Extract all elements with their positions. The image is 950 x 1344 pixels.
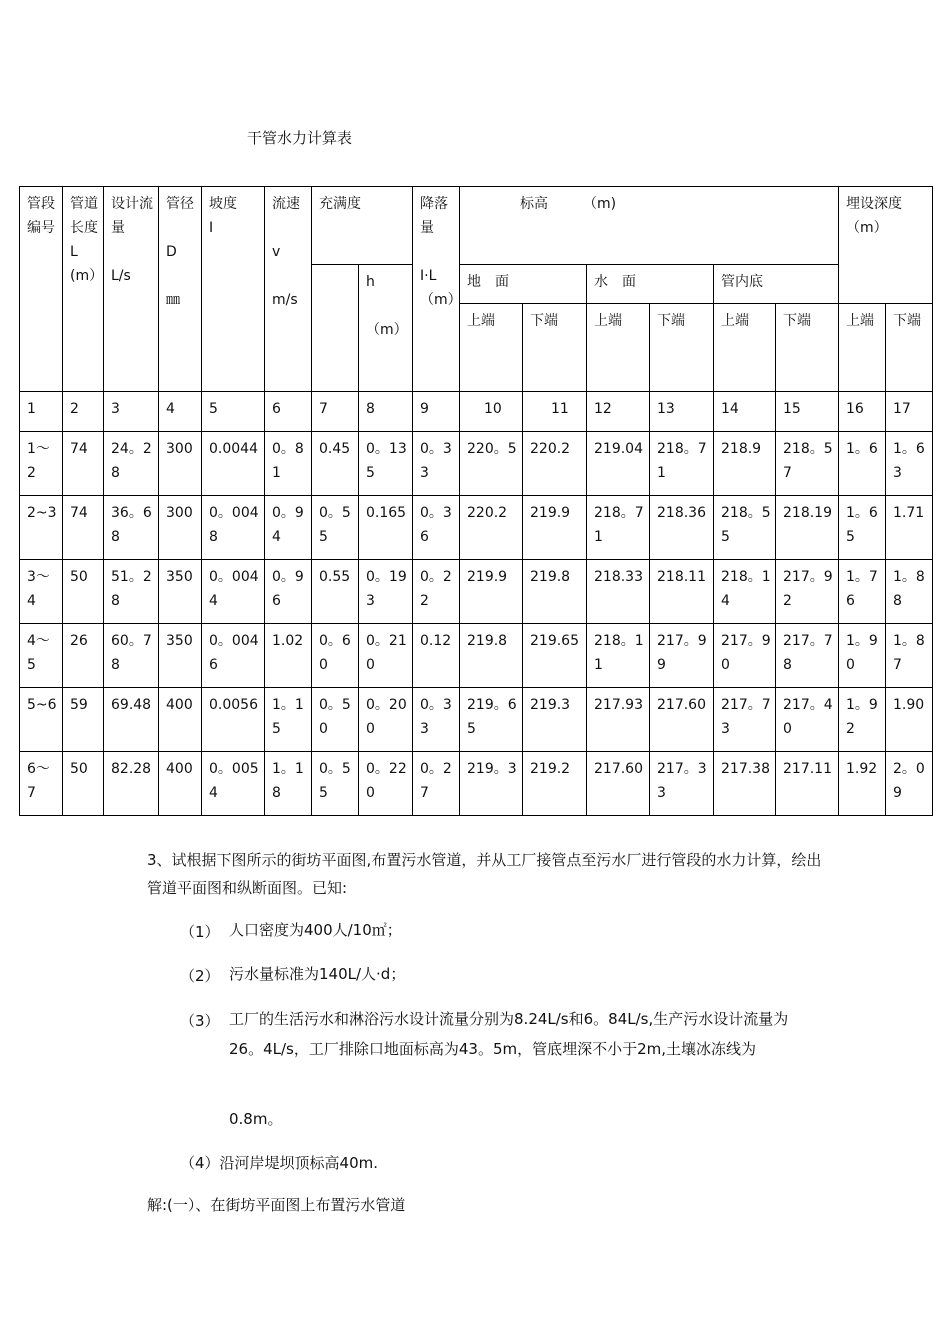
table-cell: 1。63 <box>886 432 933 496</box>
table-cell: 217。73 <box>714 688 776 752</box>
table-cell: 0。0054 <box>202 752 265 816</box>
table-cell: 218。55 <box>714 496 776 560</box>
table-cell: 217。40 <box>776 688 839 752</box>
index-cell: 5 <box>202 392 265 432</box>
table-cell: 74 <box>63 496 104 560</box>
table-cell: 219.65 <box>523 624 587 688</box>
table-cell: 51。28 <box>104 560 159 624</box>
table-cell: 220.2 <box>460 496 523 560</box>
table-cell: 350 <box>159 560 202 624</box>
table-cell: 218。71 <box>587 496 650 560</box>
index-cell: 16 <box>839 392 886 432</box>
table-cell: 218.19 <box>776 496 839 560</box>
table-row <box>20 496 933 560</box>
table-cell: 4～5 <box>20 624 63 688</box>
table-cell: 219。3 <box>460 752 523 816</box>
table-cell: 60。78 <box>104 624 159 688</box>
header-invert: 管内底 <box>714 265 839 304</box>
table-cell: 1。6 <box>839 432 886 496</box>
table-cell: 218.11 <box>650 560 714 624</box>
table-cell: 2。09 <box>886 752 933 816</box>
problem-intro: 3、试根据下图所示的街坊平面图,布置污水管道，并从工厂接管点至污水厂进行管段的水力计算，绘出管道平面图和纵断面图。已知: <box>147 851 822 897</box>
table-cell: 1。18 <box>265 752 312 816</box>
header-diameter: 管径 D ㎜ <box>159 187 202 392</box>
header-fullness-ratio <box>312 265 359 392</box>
index-cell: 4 <box>159 392 202 432</box>
table-cell: 5~6 <box>20 688 63 752</box>
header-elevation: 标高 （m) <box>460 187 839 265</box>
header-invert-up: 上端 <box>714 304 776 392</box>
table-cell: 0.0044 <box>202 432 265 496</box>
header-length: 管道长度L(m） <box>63 187 104 392</box>
table-row <box>20 432 933 496</box>
table-cell: 217。33 <box>650 752 714 816</box>
table-cell: 300 <box>159 496 202 560</box>
header-drop: 降落量 I·L （m） <box>413 187 460 392</box>
table-cell: 219.8 <box>460 624 523 688</box>
table-cell: 1。65 <box>839 496 886 560</box>
table-cell: 1。88 <box>886 560 933 624</box>
table-cell: 0。0044 <box>202 560 265 624</box>
table-cell: 0。22 <box>413 560 460 624</box>
table-cell: 0。33 <box>413 688 460 752</box>
table-cell: 6～7 <box>20 752 63 816</box>
table-cell: 0。193 <box>359 560 413 624</box>
table-cell: 0。36 <box>413 496 460 560</box>
table-cell: 217。99 <box>650 624 714 688</box>
table-cell: 0。0046 <box>202 624 265 688</box>
table-cell: 219。65 <box>460 688 523 752</box>
table-cell: 217。90 <box>714 624 776 688</box>
index-cell: 3 <box>104 392 159 432</box>
table-cell: 36。68 <box>104 496 159 560</box>
table-cell: 400 <box>159 688 202 752</box>
header-ground-down: 下端 <box>523 304 587 392</box>
table-cell: 217。92 <box>776 560 839 624</box>
index-cell: 1 <box>20 392 63 432</box>
header-segment-id: 管段编号 <box>20 187 63 392</box>
item-text: 0.8m。 <box>229 1110 283 1128</box>
hydraulic-calc-table <box>19 186 933 816</box>
table-cell: 0。50 <box>312 688 359 752</box>
index-cell: 15 <box>776 392 839 432</box>
table-cell: 69.48 <box>104 688 159 752</box>
item-number: （3） <box>180 1012 220 1030</box>
table-cell: 219.9 <box>523 496 587 560</box>
table-cell: 219.9 <box>460 560 523 624</box>
table-cell: 0。60 <box>312 624 359 688</box>
index-cell: 7 <box>312 392 359 432</box>
table-cell: 1.71 <box>886 496 933 560</box>
index-cell: 10 <box>460 392 523 432</box>
table-cell: 0。135 <box>359 432 413 496</box>
table-cell: 0.165 <box>359 496 413 560</box>
index-cell: 14 <box>714 392 776 432</box>
header-depth: 埋设深度（m） <box>839 187 933 304</box>
table-cell: 1。15 <box>265 688 312 752</box>
table-cell: 218。57 <box>776 432 839 496</box>
item-text: 工厂的生活污水和淋浴污水设计流量分别为8.24L/s和6。84L/s,生产污水设计流量为26。4L/s，工厂排除口地面标高为43。5m，管底埋深不小于2m,土壤冰冻线为 <box>229 1010 789 1058</box>
table-cell: 0。81 <box>265 432 312 496</box>
table-cell: 220.2 <box>523 432 587 496</box>
header-water-down: 下端 <box>650 304 714 392</box>
table-cell: 50 <box>63 752 104 816</box>
header-depth-up: 上端 <box>839 304 886 392</box>
index-row <box>20 392 933 432</box>
table-cell: 350 <box>159 624 202 688</box>
table-cell: 1.90 <box>886 688 933 752</box>
table-cell: 2~3 <box>20 496 63 560</box>
table-cell: 0。0048 <box>202 496 265 560</box>
index-cell: 2 <box>63 392 104 432</box>
table-cell: 3～4 <box>20 560 63 624</box>
table-cell: 0。94 <box>265 496 312 560</box>
header-velocity: 流速 v m/s <box>265 187 312 392</box>
table-cell: 218。11 <box>587 624 650 688</box>
table-cell: 74 <box>63 432 104 496</box>
item-4: （4）沿河岸堤坝顶标高40m. <box>180 1154 379 1172</box>
table-cell: 217.60 <box>587 752 650 816</box>
table-cell: 217.11 <box>776 752 839 816</box>
table-cell: 218.9 <box>714 432 776 496</box>
table-cell: 82.28 <box>104 752 159 816</box>
header-fullness: 充满度 <box>312 187 413 265</box>
index-cell: 11 <box>523 392 587 432</box>
table-cell: 218.33 <box>587 560 650 624</box>
table-cell: 1。87 <box>886 624 933 688</box>
table-cell: 1。92 <box>839 688 886 752</box>
item-text: 人口密度为400人/10㎡； <box>229 921 402 939</box>
table-cell: 59 <box>63 688 104 752</box>
header-water-up: 上端 <box>587 304 650 392</box>
table-cell: 0。96 <box>265 560 312 624</box>
table-cell: 1.02 <box>265 624 312 688</box>
index-cell: 13 <box>650 392 714 432</box>
table-cell: 220。5 <box>460 432 523 496</box>
table-cell: 50 <box>63 560 104 624</box>
table-cell: 0。220 <box>359 752 413 816</box>
index-cell: 17 <box>886 392 933 432</box>
table-cell: 0.55 <box>312 560 359 624</box>
table-cell: 300 <box>159 432 202 496</box>
table-row <box>20 624 933 688</box>
table-cell: 400 <box>159 752 202 816</box>
table-cell: 1～2 <box>20 432 63 496</box>
table-row <box>20 688 933 752</box>
table-cell: 0。27 <box>413 752 460 816</box>
table-cell: 217.93 <box>587 688 650 752</box>
table-cell: 26 <box>63 624 104 688</box>
table-cell: 217.38 <box>714 752 776 816</box>
item-number: （1） <box>180 923 220 941</box>
header-h: h （m） <box>359 265 413 392</box>
index-cell: 6 <box>265 392 312 432</box>
table-cell: 0。55 <box>312 496 359 560</box>
table-cell: 217.60 <box>650 688 714 752</box>
table-row <box>20 752 933 816</box>
table-cell: 219.2 <box>523 752 587 816</box>
header-depth-down: 下端 <box>886 304 933 392</box>
table-cell: 0。55 <box>312 752 359 816</box>
table-cell: 24。28 <box>104 432 159 496</box>
header-invert-down: 下端 <box>776 304 839 392</box>
table-row <box>20 560 933 624</box>
item-text: 污水量标准为140L/人·d； <box>229 965 406 983</box>
table-cell: 0。200 <box>359 688 413 752</box>
table-cell: 0.0056 <box>202 688 265 752</box>
header-slope: 坡度 I <box>202 187 265 392</box>
table-cell: 1.92 <box>839 752 886 816</box>
table-cell: 0.12 <box>413 624 460 688</box>
header-ground: 地 面 <box>460 265 587 304</box>
item-number: （2） <box>180 967 220 985</box>
table-cell: 0.45 <box>312 432 359 496</box>
table-title: 干管水力计算表 <box>247 129 353 147</box>
table-cell: 218。14 <box>714 560 776 624</box>
table-cell: 1。76 <box>839 560 886 624</box>
table-cell: 219.04 <box>587 432 650 496</box>
table-cell: 1。90 <box>839 624 886 688</box>
table-cell: 218.36 <box>650 496 714 560</box>
header-flow: 设计流量 L/s <box>104 187 159 392</box>
table-cell: 217。78 <box>776 624 839 688</box>
table-cell: 219.8 <box>523 560 587 624</box>
header-water: 水 面 <box>587 265 714 304</box>
index-cell: 12 <box>587 392 650 432</box>
table-cell: 0。210 <box>359 624 413 688</box>
table-cell: 0。33 <box>413 432 460 496</box>
solution-heading: 解:(一）、在街坊平面图上布置污水管道 <box>147 1196 406 1214</box>
index-cell: 8 <box>359 392 413 432</box>
header-ground-up: 上端 <box>460 304 523 392</box>
table-cell: 218。71 <box>650 432 714 496</box>
index-cell: 9 <box>413 392 460 432</box>
table-cell: 219.3 <box>523 688 587 752</box>
